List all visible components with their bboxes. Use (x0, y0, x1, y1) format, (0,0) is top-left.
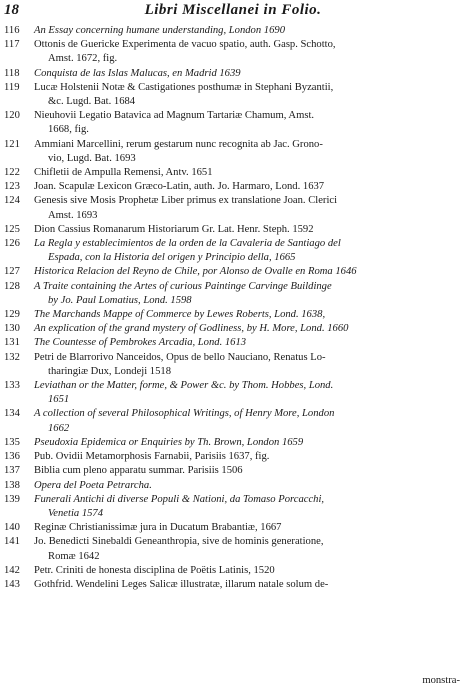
entry-number: 130 (4, 323, 20, 335)
entry-number: 131 (4, 337, 20, 349)
entry-text (34, 493, 462, 521)
catalogue-entry (4, 237, 462, 265)
entry-continuation: Espada, con la Historia del origen y Principio della, 1665 (48, 252, 296, 264)
entry-text (34, 308, 462, 322)
entry-continuation: 1662 (48, 422, 70, 434)
entry-text (34, 67, 462, 81)
entry-line: A Traite containing the Artes of curious Paintinge Carvinge Buildinge (34, 280, 332, 292)
catalogue-entry (4, 138, 462, 166)
entry-text (34, 194, 462, 222)
entry-text (34, 436, 462, 450)
entry-text (34, 280, 462, 308)
catalogue-entry (4, 479, 462, 493)
entry-line: Reginæ Christianissimæ jura in Ducatum Brabantiæ, 1667 (34, 522, 282, 534)
entry-text (34, 336, 462, 350)
entry-line: Ammiani Marcellini, rerum gestarum nunc recognita ab Jac. Grono- (34, 138, 323, 150)
catalogue-entries (4, 24, 462, 592)
entry-text (34, 351, 462, 379)
entry-text (34, 407, 462, 435)
entry-number: 135 (4, 436, 20, 448)
catchword: monstra- (422, 675, 460, 686)
catalogue-entry (4, 308, 462, 322)
entry-text (34, 464, 462, 478)
entry-text (34, 578, 462, 592)
entry-text (34, 521, 462, 535)
entry-text (34, 180, 462, 194)
entry-text (34, 109, 462, 137)
entry-line: Lucæ Holstenii Notæ & Castigationes posthumæ in Stephani Byzantii, (34, 81, 334, 93)
entry-text (34, 138, 462, 166)
entry-number: 116 (4, 25, 20, 36)
entry-text (34, 479, 462, 493)
entry-line: Gothfrid. Wendelini Leges Salicæ illustratæ, illarum natale solum de- (34, 578, 329, 590)
entry-continuation: Venetia 1574 (48, 507, 104, 519)
entry-line: Opera del Poeta Petrarcha. (34, 479, 152, 491)
entry-continuation: 1668, fig. (48, 124, 89, 136)
entry-number: 122 (4, 167, 20, 179)
catalogue-entry (4, 194, 462, 222)
entry-line: Leviathan or the Matter, forme, & Power &c. by Thom. Hobbes, Lond. (34, 380, 334, 392)
entry-number: 124 (4, 195, 20, 207)
entry-number: 121 (4, 138, 20, 150)
entry-line: The Marchands Mappe of Commerce by Lewes Roberts, Lond. 1638, (34, 309, 326, 321)
catalogue-entry (4, 280, 462, 308)
catalogue-entry (4, 322, 462, 336)
entry-text (34, 564, 462, 578)
catalogue-entry (4, 223, 462, 237)
entry-number: 119 (4, 81, 20, 93)
entry-line: Joan. Scapulæ Lexicon Græco-Latin, auth. Jo. Harmaro, Lond. 1637 (34, 181, 325, 193)
entry-text (34, 535, 462, 563)
catalogue-entry (4, 578, 462, 592)
page-header (4, 2, 462, 24)
catalogue-entry (4, 81, 462, 109)
catalogue-entry (4, 265, 462, 279)
entry-line: Ottonis de Guericke Experimenta de vacuo spatio, auth. Gasp. Schotto, (34, 39, 336, 51)
entry-continuation: vio, Lugd. Bat. 1693 (48, 152, 136, 164)
entry-text (34, 379, 462, 407)
entry-number: 117 (4, 39, 20, 51)
entry-line: The Countesse of Pembrokes Arcadia, Lond. 1613 (34, 337, 247, 349)
catalogue-entry (4, 564, 462, 578)
entry-number: 137 (4, 465, 20, 477)
entry-line: Petr. Criniti de honesta disciplina de Poëtis Latinis, 1520 (34, 564, 275, 576)
entry-number: 142 (4, 564, 20, 576)
entry-line: Biblia cum pleno apparatu summar. Parisiis 1506 (34, 465, 243, 477)
entry-text (34, 81, 462, 109)
entry-number: 120 (4, 110, 20, 122)
entry-number: 123 (4, 181, 20, 193)
entry-line: Conquista de las Islas Malucas, en Madrid 1639 (34, 67, 241, 79)
entry-continuation: &c. Lugd. Bat. 1684 (48, 96, 136, 108)
catalogue-entry (4, 336, 462, 350)
catalogue-entry (4, 38, 462, 66)
entry-line: An Essay concerning humane understanding, London 1690 (34, 25, 285, 36)
entry-text (34, 450, 462, 464)
entry-text (34, 237, 462, 265)
entry-line: A collection of several Philosophical Writings, of Henry More, London (34, 408, 335, 420)
catalogue-entry (4, 407, 462, 435)
catalogue-entry (4, 24, 462, 38)
entry-number: 126 (4, 238, 20, 250)
entry-text (34, 24, 462, 38)
entry-continuation: Romæ 1642 (48, 550, 100, 562)
entry-continuation: Amst. 1672, fig. (48, 53, 118, 65)
page-number: 18 (4, 2, 19, 18)
entry-number: 118 (4, 67, 20, 79)
entry-line: An explication of the grand mystery of Godliness, by H. More, Lond. 1660 (34, 323, 349, 335)
entry-line: Pseudoxia Epidemica or Enquiries by Th. Brown, London 1659 (34, 436, 304, 448)
catalogue-entry (4, 351, 462, 379)
entry-text (34, 38, 462, 66)
entry-number: 141 (4, 536, 20, 548)
entry-text (34, 322, 462, 336)
entry-text (34, 166, 462, 180)
catalogue-entry (4, 464, 462, 478)
entry-number: 143 (4, 578, 20, 590)
entry-number: 139 (4, 493, 20, 505)
catalogue-entry (4, 67, 462, 81)
entry-number: 127 (4, 266, 20, 278)
catalogue-entry (4, 436, 462, 450)
entry-number: 134 (4, 408, 20, 420)
entry-text (34, 223, 462, 237)
entry-number: 125 (4, 223, 20, 235)
catalogue-entry (4, 521, 462, 535)
entry-number: 140 (4, 522, 20, 534)
entry-text (34, 265, 462, 279)
entry-number: 136 (4, 451, 20, 463)
entry-line: Jo. Benedicti Sinebaldi Geneanthropia, sive de hominis generatione, (34, 536, 324, 548)
entry-continuation: by Jo. Paul Lomatius, Lond. 1598 (48, 294, 192, 306)
entry-line: Funerali Antichi di diverse Populi & Nationi, da Tomaso Porcacchi, (34, 493, 325, 505)
entry-number: 128 (4, 280, 20, 292)
entry-continuation: Amst. 1693 (48, 209, 98, 221)
entry-line: Genesis sive Mosis Prophetæ Liber primus ex translatione Joan. Clerici (34, 195, 338, 207)
entry-continuation: tharingiæ Dux, Londeji 1518 (48, 365, 171, 377)
catalogue-entry (4, 535, 462, 563)
entry-line: Petri de Blarrorivo Nanceidos, Opus de bello Nauciano, Renatus Lo- (34, 351, 326, 363)
entry-number: 133 (4, 380, 20, 392)
entry-continuation: 1651 (48, 394, 70, 406)
entry-line: Pub. Ovidii Metamorphosis Farnabii, Parisiis 1637, fig. (34, 451, 270, 463)
catalogue-entry (4, 109, 462, 137)
catalogue-entry (4, 180, 462, 194)
entry-line: La Regla y establecimientos de la orden de la Cavaleria de Santiago del (34, 238, 341, 250)
catalogue-entry (4, 166, 462, 180)
catalogue-entry (4, 493, 462, 521)
entry-number: 132 (4, 351, 20, 363)
entry-number: 129 (4, 309, 20, 321)
entry-line: Nieuhovii Legatio Batavica ad Magnum Tartariæ Chamum, Amst. (34, 110, 315, 122)
entry-line: Historica Relacion del Reyno de Chile, por Alonso de Ovalle en Roma 1646 (34, 266, 357, 278)
entry-line: Dion Cassius Romanarum Historiarum Gr. Lat. Henr. Steph. 1592 (34, 223, 314, 235)
running-title: Libri Miscellanei in Folio. (144, 2, 322, 18)
catalogue-entry (4, 379, 462, 407)
entry-line: Chifletii de Ampulla Remensi, Antv. 1651 (34, 167, 213, 179)
catalogue-entry (4, 450, 462, 464)
entry-number: 138 (4, 479, 20, 491)
